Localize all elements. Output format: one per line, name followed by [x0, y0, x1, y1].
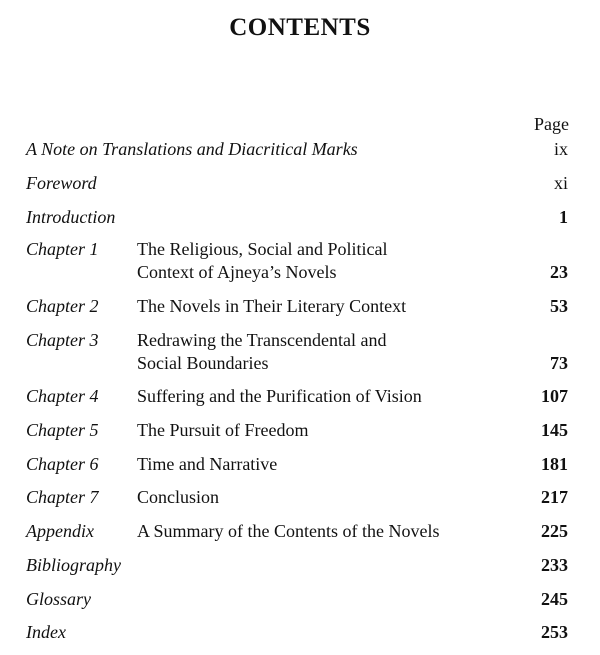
toc-page-number: 181: [541, 454, 568, 474]
toc-entry-label: Chapter 3: [26, 330, 99, 350]
toc-entry-label: Glossary: [26, 589, 92, 609]
toc-entry-label: Index: [26, 622, 66, 642]
toc-entry-title: [137, 486, 517, 509]
toc-title-line: The Pursuit of Freedom: [137, 420, 309, 440]
toc-page-number: 225: [541, 521, 568, 541]
toc-entry-title: [137, 295, 517, 318]
toc-page-number: 73: [550, 353, 568, 373]
toc-page-number: xi: [553, 173, 568, 193]
toc-page-number: 107: [541, 386, 568, 406]
toc-page-number: 145: [541, 420, 568, 440]
toc-entry-title: [137, 238, 517, 284]
toc-page-number: 1: [559, 207, 568, 227]
toc-title-line: The Novels in Their Literary Context: [137, 296, 407, 316]
toc-entry-title: [137, 385, 517, 408]
toc-entry-title: [137, 419, 517, 442]
toc-page-number: 53: [550, 296, 568, 316]
toc-entry-label: Foreword: [26, 173, 97, 193]
toc-entry-title: [137, 453, 517, 476]
toc-entry-label: Chapter 2: [26, 296, 99, 316]
toc-entry-title: [137, 520, 517, 543]
toc-title-line: Context of Ajneya’s Novels: [137, 262, 337, 282]
toc-title-line: Time and Narrative: [137, 454, 278, 474]
page-column-header: Page: [534, 114, 569, 134]
toc-page-number: 217: [541, 487, 568, 507]
toc-title-line: A Summary of the Contents of the Novels: [137, 521, 440, 541]
toc-entry-label: Chapter 4: [26, 386, 99, 406]
toc-page-number: 245: [541, 589, 568, 609]
toc-entry-label: Appendix: [26, 521, 94, 541]
toc-entry-label: Introduction: [26, 207, 116, 227]
toc-title-line: The Religious, Social and Political: [137, 239, 388, 259]
toc-entry-label: A Note on Translations and Diacritical Marks: [26, 139, 358, 159]
page-title: CONTENTS: [229, 14, 371, 41]
toc-entry-label: Chapter 7: [26, 487, 99, 507]
toc-page-number: 233: [541, 555, 568, 575]
toc-title-line: Suffering and the Purification of Vision: [137, 386, 422, 406]
toc-title-line: Social Boundaries: [137, 353, 269, 373]
toc-entry-label: Bibliography: [26, 555, 121, 575]
toc-page-number: 23: [550, 262, 568, 282]
toc-entry-label: Chapter 6: [26, 454, 99, 474]
toc-title-line: Conclusion: [137, 487, 220, 507]
toc-page-number: 253: [541, 622, 568, 642]
toc-title-line: Redrawing the Transcendental and: [137, 330, 387, 350]
toc-entry-label: Chapter 1: [26, 239, 99, 259]
toc-page-number: ix: [553, 139, 568, 159]
toc-entry-title: [137, 329, 517, 375]
toc-entry-label: Chapter 5: [26, 420, 99, 440]
